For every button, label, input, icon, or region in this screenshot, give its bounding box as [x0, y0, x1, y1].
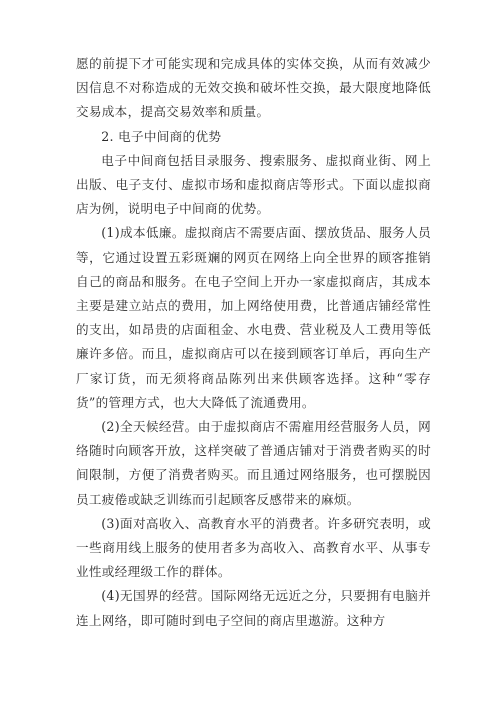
- paragraph-all-day: (2)全天候经营。由于虚拟商店不需雇用经营服务人员，网络随时向顾客开放，这样突破了普通店铺对于消费者购买的时间限制，方便了消费者购买。而且通过网络服务，也可摆脱因员工疲倦或缺乏训练而引起顾客反感带来的麻烦。: [76, 419, 431, 507]
- section-heading: 2. 电子中间商的优势: [101, 128, 222, 144]
- paragraph-intro-continuation: 愿的前提下才可能实现和完成具体的实体交换，从而有效减少因信息不对称造成的无效交换和破坏性交换，最大限度地降低交易成本，提高交易效率和质量。: [76, 56, 431, 120]
- paragraph-low-cost: (1)成本低廉。虚拟商店不需要店面、摆放货品、服务人员等，它通过设置五彩斑斓的网页在网络上向全世界的顾客推销自己的商品和服务。在电子空间上开办一家虚拟商店，其成本主要是建立站点的费用，加上网络使用费，比普通店铺经常性的支出，如昂贵的店面租金、水电费、营业税及人工费用等低廉许多倍。而且，虚拟商店可以在接到顾客订单后，再向生产厂家订货，而无须将商品陈列出来供顾客选择。这种“零存货”的管理方式，也大大降低了流通费用。: [76, 225, 431, 410]
- paragraph-borderless: (4)无国界的经营。国际网络无远近之分，只要拥有电脑并连上网络，即可随时到电子空间的商店里遨游。这种方: [76, 588, 431, 628]
- document-body: [76, 52, 431, 633]
- paragraph-high-income: (3)面对高收入、高教育水平的消费者。许多研究表明，或一些商用线上服务的使用者多为高收入、高教育水平、从事专业性或经理级工作的群体。: [76, 515, 431, 580]
- paragraph-overview: 电子中间商包括目录服务、搜索服务、虚拟商业街、网上出版、电子支付、虚拟市场和虚拟商店等形式。下面以虚拟商店为例，说明电子中间商的优势。: [76, 152, 431, 217]
